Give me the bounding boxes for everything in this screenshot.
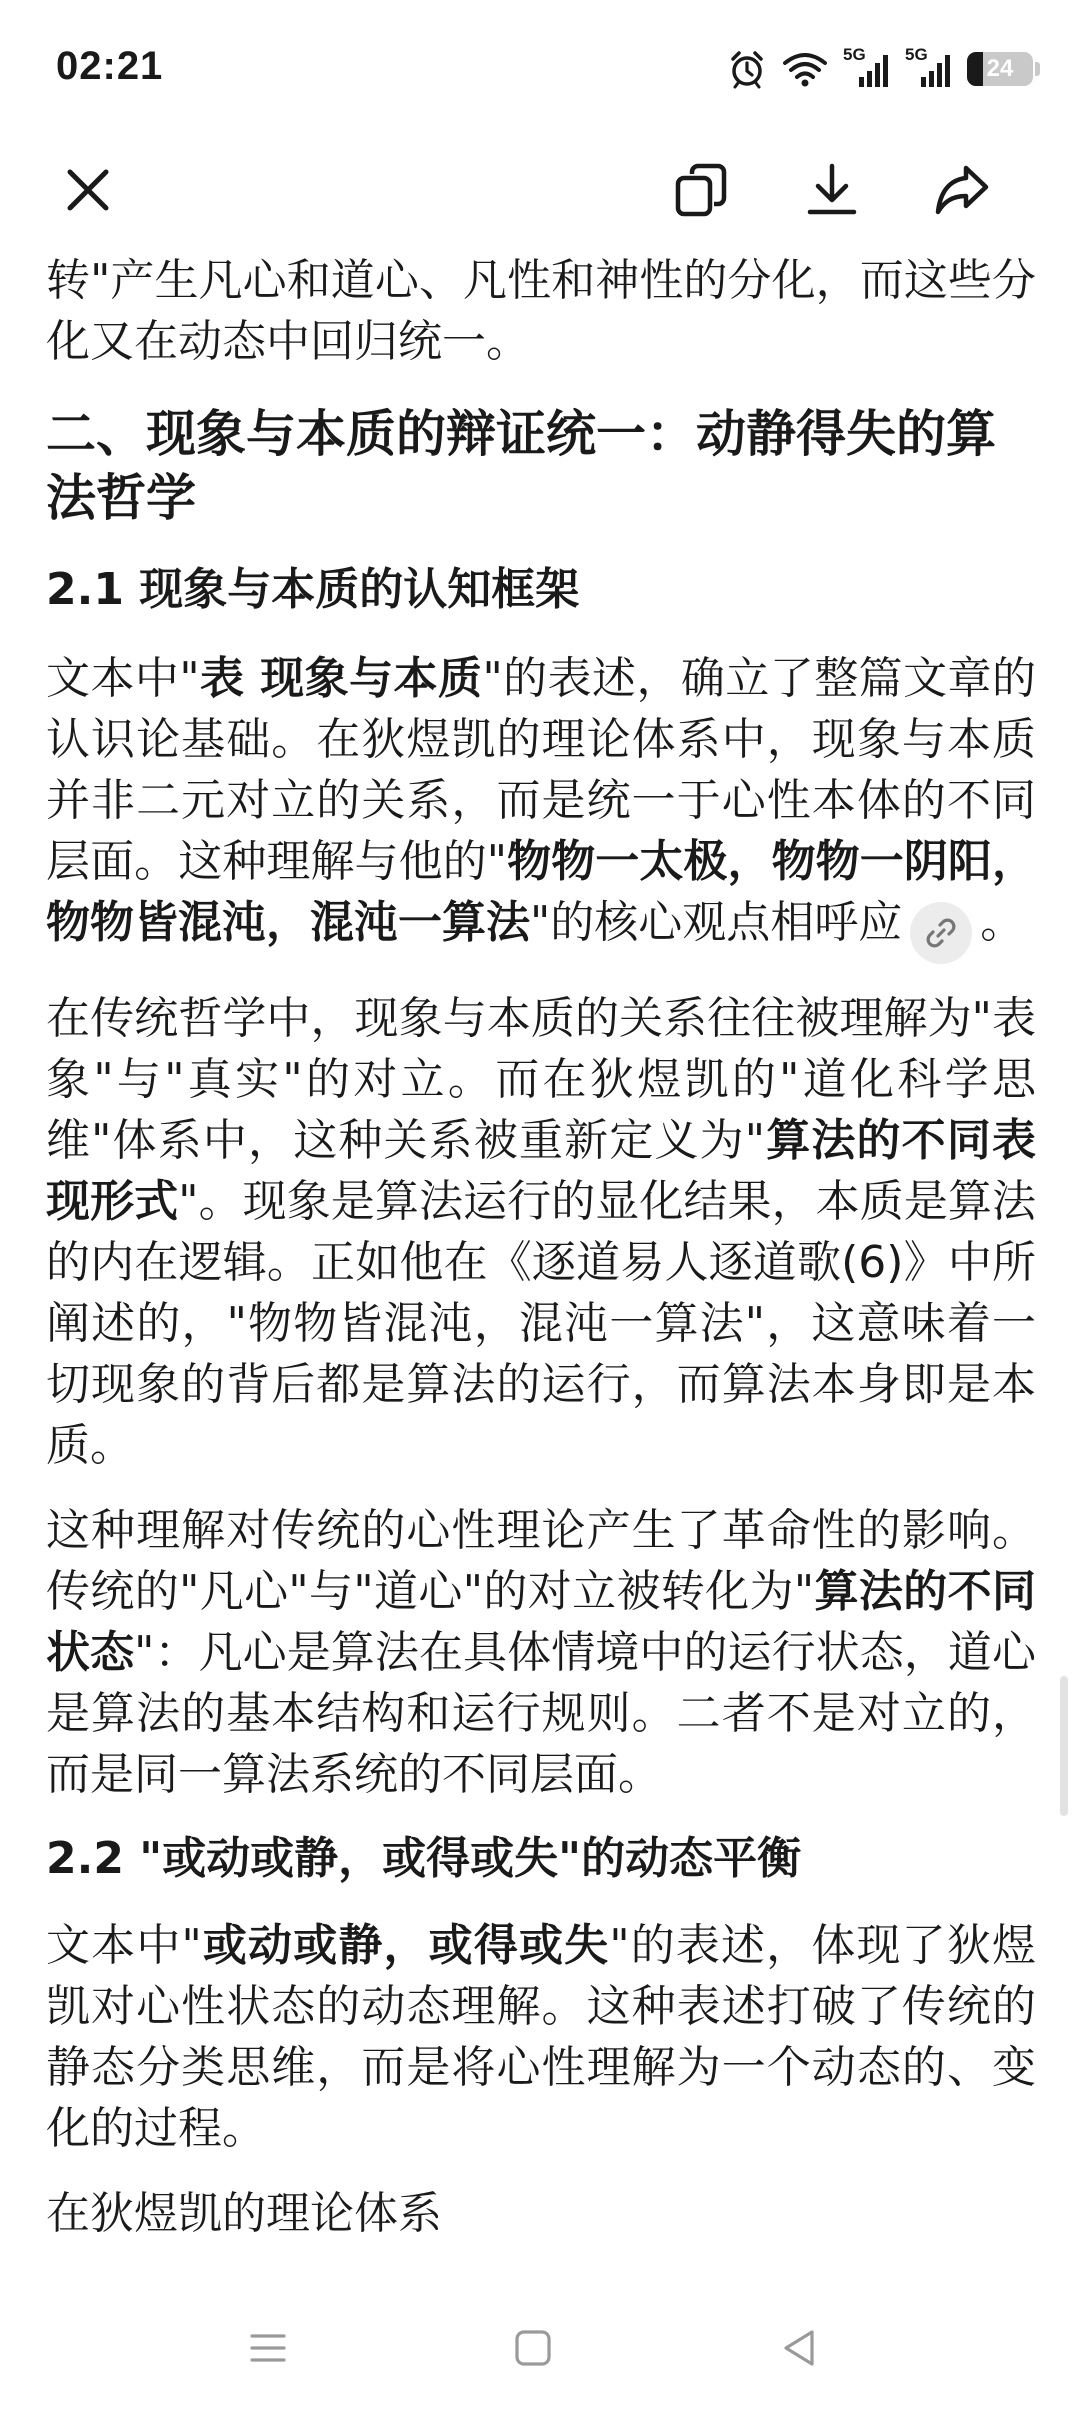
menu-icon (246, 2326, 290, 2370)
status-bar (0, 0, 1080, 140)
alarm-icon (727, 49, 767, 89)
close-icon (60, 162, 116, 218)
reference-link-button[interactable] (910, 902, 972, 964)
paragraph (46, 2183, 1036, 2244)
bold-text: 算法的不同状态 (46, 1566, 1036, 1678)
copy-icon (672, 160, 732, 220)
paragraph-text: "。现象是算法运行的显化结果，本质是算法的内在逻辑。正如他在《逐道易人逐道歌(6)》中所阐述的，"物物皆混沌，混沌一算法"，这意味着一切现象的背后都是算法的运行，而算法本身即是本质。 (46, 1176, 1036, 1471)
close-button[interactable] (56, 158, 120, 222)
network-label: 5G (905, 45, 928, 64)
share-button[interactable] (930, 158, 994, 222)
section-heading: 二、现象与本质的辩证统一：动静得失的算法哲学 (46, 405, 996, 527)
paragraph-text: 。 (980, 897, 1025, 948)
link-icon (923, 915, 959, 951)
download-icon (802, 160, 862, 220)
paragraph-text: 在狄煜凯的理论体系 (46, 2188, 442, 2239)
paragraph (46, 648, 1036, 964)
bold-text: 或动或静，或得或失 (201, 1920, 610, 1971)
home-button[interactable] (505, 2320, 561, 2376)
paragraph-text: "的表述，体现了狄煜凯对心性状态的动态理解。这种表述打破了传统的静态分类思维，而是将心性理解为一个动态的、变化的过程。 (46, 1920, 1036, 2154)
paragraph-text: 转"产生凡心和道心、凡性和神性的分化，而这些分化又在动态中回归统一。 (46, 255, 1036, 367)
paragraph-text: 这种理解对传统的心性理论产生了革命性的影响。传统的"凡心"与"道心"的对立被转化为" (46, 1505, 1036, 1617)
paragraph (46, 250, 1036, 372)
paragraph-text: "的核心观点相呼应 (530, 897, 903, 948)
paragraph-text: "的表述，确立了整篇文章的认识论基础。在狄煜凯的理论体系中，现象与本质并非二元对立的关系，而是统一于心性本体的不同层面。这种理解与他的" (46, 653, 1036, 887)
home-icon (511, 2326, 555, 2370)
battery-nub (1035, 62, 1040, 76)
copy-button[interactable] (670, 158, 734, 222)
paragraph-text: 文本中" (46, 1920, 202, 1971)
bold-text: 表 现象与本质 (199, 653, 483, 704)
status-icons (727, 44, 1040, 94)
back-icon (778, 2326, 822, 2370)
subsection-heading: 2.1 现象与本质的认知框架 (46, 564, 580, 615)
paragraph (46, 1500, 1036, 1805)
toolbar (0, 140, 1080, 240)
menu-button[interactable] (240, 2320, 296, 2376)
paragraph-text: 文本中" (46, 653, 200, 704)
battery-icon (967, 52, 1040, 86)
subsection-heading: 2.2 "或动或静，或得或失"的动态平衡 (46, 1833, 802, 1884)
navigation-bar (0, 2280, 1080, 2412)
paragraph (46, 988, 1036, 1476)
battery (967, 52, 1033, 86)
signal-5g-icon (905, 45, 953, 89)
signal-5g-icon (843, 45, 891, 89)
download-button[interactable] (800, 158, 864, 222)
bold-text: 物物一太极，物物一阴阳，物物皆混沌，混沌一算法 (46, 836, 1036, 948)
paragraph-text: 在传统哲学中，现象与本质的关系往往被理解为"表象"与"真实"的对立。而在狄煜凯的"道化科学思维"体系中，这种关系被重新定义为" (46, 993, 1036, 1166)
bold-text: 算法的不同表现形式 (46, 1115, 1036, 1227)
article-content[interactable] (46, 240, 1036, 2280)
share-icon (932, 160, 992, 220)
back-button[interactable] (772, 2320, 828, 2376)
wifi-icon (781, 49, 829, 89)
paragraph (46, 1915, 1036, 2159)
scrollbar-thumb[interactable] (1060, 1676, 1068, 1816)
paragraph-text: "：凡心是算法在具体情境中的运行状态，道心是算法的基本结构和运行规则。二者不是对立的，而是同一算法系统的不同层面。 (46, 1627, 1036, 1800)
battery-level: 24 (986, 55, 1014, 82)
status-time: 02:21 (56, 44, 164, 88)
network-label: 5G (843, 45, 866, 64)
